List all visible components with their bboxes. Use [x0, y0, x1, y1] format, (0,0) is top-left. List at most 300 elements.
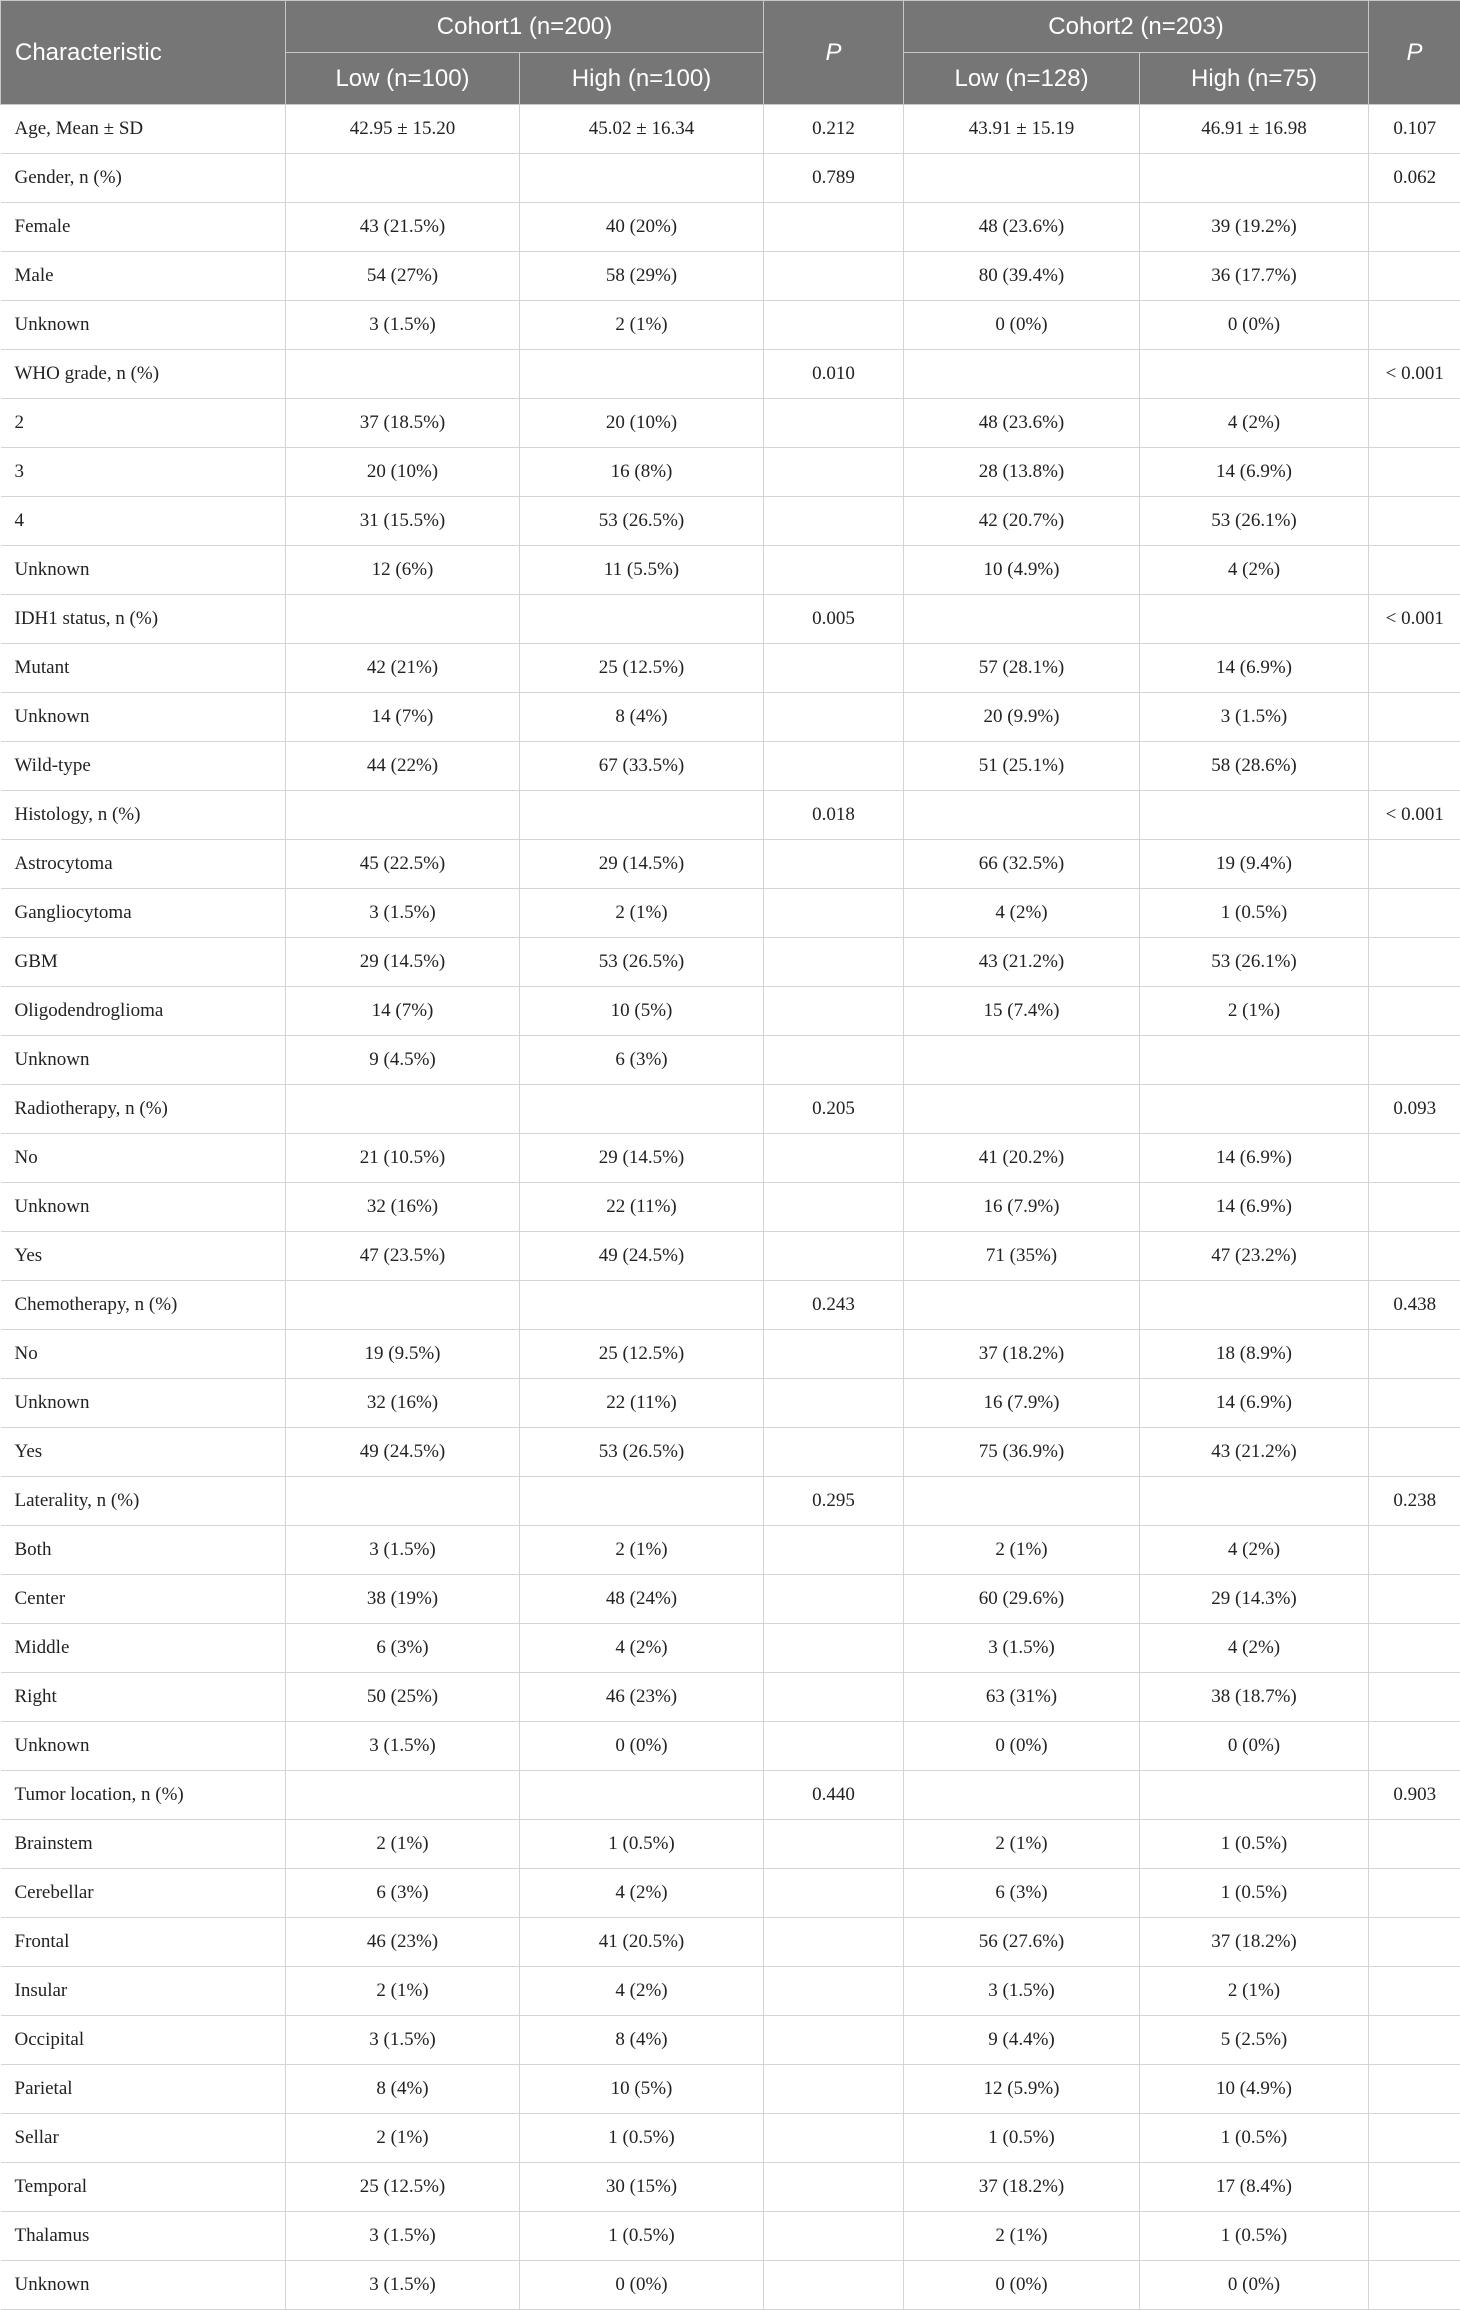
cohort2-low-cell: 16 (7.9%): [904, 1183, 1140, 1232]
row-label: Age, Mean ± SD: [1, 105, 286, 154]
header-characteristic: Characteristic: [1, 1, 286, 105]
cohort2-low-cell: 63 (31%): [904, 1673, 1140, 1722]
cohort1-p-cell: 0.243: [764, 1281, 904, 1330]
cohort1-high-cell: 29 (14.5%): [520, 1134, 764, 1183]
cohort2-low-cell: [904, 595, 1140, 644]
cohort2-high-cell: 4 (2%): [1140, 399, 1369, 448]
cohort2-p-cell: [1369, 252, 1460, 301]
cohort2-high-cell: 1 (0.5%): [1140, 1820, 1369, 1869]
cohort2-p-cell: [1369, 2261, 1460, 2310]
row-label: Unknown: [1, 1036, 286, 1085]
cohort2-low-cell: 48 (23.6%): [904, 399, 1140, 448]
cohort1-high-cell: 53 (26.5%): [520, 938, 764, 987]
cohort2-p-cell: 0.093: [1369, 1085, 1460, 1134]
cohort1-low-cell: 42.95 ± 15.20: [286, 105, 520, 154]
cohort2-high-cell: 2 (1%): [1140, 987, 1369, 1036]
cohort2-high-cell: [1140, 350, 1369, 399]
cohort2-high-cell: [1140, 1281, 1369, 1330]
cohort1-low-cell: 20 (10%): [286, 448, 520, 497]
cohort1-high-cell: 2 (1%): [520, 301, 764, 350]
header-p-cohort1: P: [764, 1, 904, 105]
cohort2-p-cell: [1369, 448, 1460, 497]
cohort1-high-cell: 46 (23%): [520, 1673, 764, 1722]
cohort1-p-cell: 0.789: [764, 154, 904, 203]
cohort2-p-cell: [1369, 546, 1460, 595]
cohort2-low-cell: 2 (1%): [904, 1820, 1140, 1869]
cohort1-p-cell: 0.205: [764, 1085, 904, 1134]
cohort1-p-cell: [764, 2212, 904, 2261]
cohort2-high-cell: 53 (26.1%): [1140, 497, 1369, 546]
cohort1-high-cell: 25 (12.5%): [520, 644, 764, 693]
cohort1-p-cell: [764, 2163, 904, 2212]
cohort1-high-cell: 1 (0.5%): [520, 2114, 764, 2163]
table-row: [1, 595, 1460, 644]
cohort1-low-cell: 31 (15.5%): [286, 497, 520, 546]
cohort2-p-cell: [1369, 2016, 1460, 2065]
table-row: [1, 1967, 1460, 2016]
row-label: Unknown: [1, 693, 286, 742]
cohort2-low-cell: 51 (25.1%): [904, 742, 1140, 791]
table-row: [1, 2163, 1460, 2212]
row-label: Tumor location, n (%): [1, 1771, 286, 1820]
cohort1-high-cell: [520, 1477, 764, 1526]
cohort2-low-cell: 9 (4.4%): [904, 2016, 1140, 2065]
cohort1-low-cell: 32 (16%): [286, 1379, 520, 1428]
cohort1-low-cell: [286, 791, 520, 840]
cohort1-p-cell: [764, 644, 904, 693]
row-label: Astrocytoma: [1, 840, 286, 889]
table-row: [1, 497, 1460, 546]
cohort2-low-cell: 20 (9.9%): [904, 693, 1140, 742]
cohort1-low-cell: [286, 1085, 520, 1134]
cohort1-high-cell: 11 (5.5%): [520, 546, 764, 595]
cohort1-p-cell: [764, 1575, 904, 1624]
cohort1-p-cell: 0.295: [764, 1477, 904, 1526]
cohort1-high-cell: 10 (5%): [520, 2065, 764, 2114]
cohort2-high-cell: 4 (2%): [1140, 546, 1369, 595]
cohort1-p-cell: [764, 840, 904, 889]
row-label: Sellar: [1, 2114, 286, 2163]
cohort2-low-cell: [904, 154, 1140, 203]
table-row: [1, 644, 1460, 693]
cohort1-high-cell: 4 (2%): [520, 1869, 764, 1918]
table-row: [1, 1036, 1460, 1085]
cohort2-low-cell: 28 (13.8%): [904, 448, 1140, 497]
table-row: [1, 399, 1460, 448]
cohort2-p-cell: [1369, 2163, 1460, 2212]
cohort1-p-cell: [764, 497, 904, 546]
cohort2-p-cell: [1369, 987, 1460, 1036]
row-label: Yes: [1, 1428, 286, 1477]
cohort1-high-cell: 20 (10%): [520, 399, 764, 448]
cohort1-low-cell: 3 (1.5%): [286, 2016, 520, 2065]
cohort2-p-cell: 0.107: [1369, 105, 1460, 154]
cohort2-high-cell: 39 (19.2%): [1140, 203, 1369, 252]
cohort1-high-cell: 22 (11%): [520, 1183, 764, 1232]
cohort1-low-cell: [286, 154, 520, 203]
cohort2-low-cell: [904, 350, 1140, 399]
row-label: Thalamus: [1, 2212, 286, 2261]
table-row: [1, 252, 1460, 301]
cohort2-p-cell: < 0.001: [1369, 791, 1460, 840]
cohort2-high-cell: 19 (9.4%): [1140, 840, 1369, 889]
cohort1-low-cell: 47 (23.5%): [286, 1232, 520, 1281]
table-row: [1, 840, 1460, 889]
cohort1-high-cell: 67 (33.5%): [520, 742, 764, 791]
cohort1-high-cell: 58 (29%): [520, 252, 764, 301]
cohort1-high-cell: 30 (15%): [520, 2163, 764, 2212]
cohort2-low-cell: 57 (28.1%): [904, 644, 1140, 693]
table-row: [1, 938, 1460, 987]
cohort1-low-cell: 6 (3%): [286, 1869, 520, 1918]
cohort2-low-cell: 3 (1.5%): [904, 1967, 1140, 2016]
cohort2-low-cell: 60 (29.6%): [904, 1575, 1140, 1624]
table-row: [1, 1624, 1460, 1673]
row-label: Gender, n (%): [1, 154, 286, 203]
table-row: [1, 1134, 1460, 1183]
table-body: [1, 105, 1460, 2310]
cohort2-low-cell: 15 (7.4%): [904, 987, 1140, 1036]
header-cohort1-low: Low (n=100): [286, 53, 520, 105]
table-row: [1, 889, 1460, 938]
row-label: 2: [1, 399, 286, 448]
cohort2-high-cell: 3 (1.5%): [1140, 693, 1369, 742]
cohort1-low-cell: 44 (22%): [286, 742, 520, 791]
cohort1-high-cell: 53 (26.5%): [520, 1428, 764, 1477]
cohort2-high-cell: 0 (0%): [1140, 301, 1369, 350]
cohort2-low-cell: 43 (21.2%): [904, 938, 1140, 987]
cohort2-low-cell: 42 (20.7%): [904, 497, 1140, 546]
cohort1-p-cell: [764, 1722, 904, 1771]
cohort2-p-cell: 0.438: [1369, 1281, 1460, 1330]
cohort1-high-cell: 48 (24%): [520, 1575, 764, 1624]
cohort1-high-cell: [520, 1281, 764, 1330]
cohort2-low-cell: 43.91 ± 15.19: [904, 105, 1140, 154]
cohort1-low-cell: 42 (21%): [286, 644, 520, 693]
cohort1-p-cell: [764, 448, 904, 497]
cohort2-high-cell: 5 (2.5%): [1140, 2016, 1369, 2065]
table-row: [1, 1918, 1460, 1967]
cohort1-low-cell: [286, 1771, 520, 1820]
row-label: Temporal: [1, 2163, 286, 2212]
header-cohort1-high: High (n=100): [520, 53, 764, 105]
cohort1-low-cell: 12 (6%): [286, 546, 520, 595]
table-row: [1, 1085, 1460, 1134]
cohort1-low-cell: 49 (24.5%): [286, 1428, 520, 1477]
table-row: [1, 2212, 1460, 2261]
cohort1-p-cell: [764, 1526, 904, 1575]
cohort1-low-cell: 25 (12.5%): [286, 2163, 520, 2212]
cohort1-p-cell: [764, 693, 904, 742]
row-label: Unknown: [1, 1379, 286, 1428]
cohort1-p-cell: [764, 987, 904, 1036]
cohort2-p-cell: [1369, 1722, 1460, 1771]
cohort1-p-cell: [764, 1330, 904, 1379]
cohort1-low-cell: 2 (1%): [286, 1820, 520, 1869]
cohort2-low-cell: 0 (0%): [904, 2261, 1140, 2310]
cohort2-high-cell: [1140, 1036, 1369, 1085]
cohort1-high-cell: 6 (3%): [520, 1036, 764, 1085]
cohort1-p-cell: [764, 889, 904, 938]
cohort1-high-cell: [520, 154, 764, 203]
cohort2-low-cell: 66 (32.5%): [904, 840, 1140, 889]
row-label: Brainstem: [1, 1820, 286, 1869]
table-row: [1, 154, 1460, 203]
table-row: [1, 987, 1460, 1036]
cohort1-high-cell: 4 (2%): [520, 1624, 764, 1673]
cohort2-high-cell: 38 (18.7%): [1140, 1673, 1369, 1722]
cohort1-low-cell: 3 (1.5%): [286, 2261, 520, 2310]
cohort2-high-cell: 14 (6.9%): [1140, 1183, 1369, 1232]
cohort1-high-cell: 0 (0%): [520, 1722, 764, 1771]
row-label: Unknown: [1, 1722, 286, 1771]
header-p-cohort2: P: [1369, 1, 1460, 105]
cohort1-low-cell: [286, 350, 520, 399]
cohort1-high-cell: 2 (1%): [520, 889, 764, 938]
cohort2-high-cell: 46.91 ± 16.98: [1140, 105, 1369, 154]
cohort2-p-cell: [1369, 301, 1460, 350]
cohort2-p-cell: [1369, 1232, 1460, 1281]
cohort2-high-cell: 1 (0.5%): [1140, 1869, 1369, 1918]
table-row: [1, 2016, 1460, 2065]
cohort2-high-cell: 0 (0%): [1140, 1722, 1369, 1771]
cohort2-p-cell: [1369, 1330, 1460, 1379]
cohort1-high-cell: 1 (0.5%): [520, 2212, 764, 2261]
cohort1-low-cell: 2 (1%): [286, 1967, 520, 2016]
row-label: Mutant: [1, 644, 286, 693]
table-row: [1, 2065, 1460, 2114]
header-cohort2-low: Low (n=128): [904, 53, 1140, 105]
cohort2-p-cell: [1369, 693, 1460, 742]
cohort1-p-cell: [764, 2114, 904, 2163]
cohort1-high-cell: 8 (4%): [520, 693, 764, 742]
cohort2-p-cell: [1369, 1673, 1460, 1722]
cohort1-p-cell: 0.010: [764, 350, 904, 399]
cohort2-low-cell: [904, 791, 1140, 840]
cohort1-low-cell: [286, 595, 520, 644]
cohort2-low-cell: 10 (4.9%): [904, 546, 1140, 595]
cohort1-low-cell: 21 (10.5%): [286, 1134, 520, 1183]
cohort1-low-cell: 2 (1%): [286, 2114, 520, 2163]
cohort1-p-cell: [764, 1036, 904, 1085]
row-label: Unknown: [1, 1183, 286, 1232]
cohort2-p-cell: 0.903: [1369, 1771, 1460, 1820]
cohort1-low-cell: [286, 1281, 520, 1330]
cohort1-high-cell: 16 (8%): [520, 448, 764, 497]
cohort1-low-cell: 3 (1.5%): [286, 1526, 520, 1575]
cohort1-p-cell: [764, 203, 904, 252]
table-row: [1, 791, 1460, 840]
row-label: 3: [1, 448, 286, 497]
cohort1-p-cell: [764, 1820, 904, 1869]
cohort1-p-cell: [764, 1428, 904, 1477]
table-row: [1, 1281, 1460, 1330]
cohort1-p-cell: 0.212: [764, 105, 904, 154]
cohort1-high-cell: 25 (12.5%): [520, 1330, 764, 1379]
row-label: Chemotherapy, n (%): [1, 1281, 286, 1330]
cohort2-low-cell: [904, 1085, 1140, 1134]
row-label: Middle: [1, 1624, 286, 1673]
cohort2-p-cell: [1369, 1526, 1460, 1575]
table-row: [1, 1477, 1460, 1526]
cohort2-low-cell: [904, 1036, 1140, 1085]
cohort2-p-cell: [1369, 1820, 1460, 1869]
table-row: [1, 1722, 1460, 1771]
row-label: Unknown: [1, 2261, 286, 2310]
table-row: [1, 546, 1460, 595]
row-label: Female: [1, 203, 286, 252]
table-row: [1, 2114, 1460, 2163]
cohort2-p-cell: [1369, 1134, 1460, 1183]
row-label: Gangliocytoma: [1, 889, 286, 938]
table-row: [1, 1526, 1460, 1575]
cohort1-low-cell: 46 (23%): [286, 1918, 520, 1967]
cohort2-high-cell: 36 (17.7%): [1140, 252, 1369, 301]
cohort1-low-cell: 8 (4%): [286, 2065, 520, 2114]
cohort1-low-cell: [286, 1477, 520, 1526]
table-row: [1, 1673, 1460, 1722]
cohort2-p-cell: [1369, 1428, 1460, 1477]
row-label: Center: [1, 1575, 286, 1624]
cohort1-low-cell: 50 (25%): [286, 1673, 520, 1722]
cohort1-high-cell: [520, 595, 764, 644]
cohort2-low-cell: 37 (18.2%): [904, 2163, 1140, 2212]
cohort1-p-cell: [764, 1379, 904, 1428]
cohort2-high-cell: 14 (6.9%): [1140, 448, 1369, 497]
cohort1-low-cell: 32 (16%): [286, 1183, 520, 1232]
table-row: [1, 203, 1460, 252]
cohort1-p-cell: [764, 742, 904, 791]
cohort2-p-cell: [1369, 938, 1460, 987]
row-label: Yes: [1, 1232, 286, 1281]
cohort1-high-cell: 53 (26.5%): [520, 497, 764, 546]
row-label: Insular: [1, 1967, 286, 2016]
cohort1-low-cell: 9 (4.5%): [286, 1036, 520, 1085]
cohort2-p-cell: [1369, 1967, 1460, 2016]
cohort2-low-cell: 1 (0.5%): [904, 2114, 1140, 2163]
table-row: [1, 1330, 1460, 1379]
row-label: No: [1, 1330, 286, 1379]
cohort2-low-cell: 48 (23.6%): [904, 203, 1140, 252]
row-label: Frontal: [1, 1918, 286, 1967]
cohort2-high-cell: [1140, 595, 1369, 644]
cohort1-high-cell: 49 (24.5%): [520, 1232, 764, 1281]
cohort2-p-cell: 0.238: [1369, 1477, 1460, 1526]
cohort2-low-cell: 6 (3%): [904, 1869, 1140, 1918]
cohort2-p-cell: [1369, 1379, 1460, 1428]
cohort1-high-cell: 4 (2%): [520, 1967, 764, 2016]
cohort2-high-cell: [1140, 1771, 1369, 1820]
cohort1-p-cell: [764, 1869, 904, 1918]
cohort1-p-cell: 0.440: [764, 1771, 904, 1820]
cohort2-p-cell: [1369, 1624, 1460, 1673]
row-label: Unknown: [1, 546, 286, 595]
row-label: Unknown: [1, 301, 286, 350]
cohort2-high-cell: 4 (2%): [1140, 1624, 1369, 1673]
cohort1-p-cell: [764, 1673, 904, 1722]
table-row: [1, 1771, 1460, 1820]
cohort2-high-cell: 37 (18.2%): [1140, 1918, 1369, 1967]
cohort1-low-cell: 43 (21.5%): [286, 203, 520, 252]
cohort1-high-cell: [520, 791, 764, 840]
cohort1-p-cell: [764, 2016, 904, 2065]
table-row: [1, 1232, 1460, 1281]
row-label: Parietal: [1, 2065, 286, 2114]
cohort1-high-cell: 29 (14.5%): [520, 840, 764, 889]
cohort1-high-cell: 41 (20.5%): [520, 1918, 764, 1967]
cohort1-low-cell: 54 (27%): [286, 252, 520, 301]
cohort1-low-cell: 3 (1.5%): [286, 301, 520, 350]
cohort1-low-cell: 3 (1.5%): [286, 2212, 520, 2261]
cohort2-high-cell: 1 (0.5%): [1140, 889, 1369, 938]
cohort2-low-cell: 41 (20.2%): [904, 1134, 1140, 1183]
cohort2-p-cell: [1369, 203, 1460, 252]
row-label: GBM: [1, 938, 286, 987]
cohort2-high-cell: 4 (2%): [1140, 1526, 1369, 1575]
cohort2-low-cell: 12 (5.9%): [904, 2065, 1140, 2114]
cohort2-high-cell: 29 (14.3%): [1140, 1575, 1369, 1624]
cohort2-low-cell: [904, 1477, 1140, 1526]
cohort2-p-cell: [1369, 889, 1460, 938]
row-label: WHO grade, n (%): [1, 350, 286, 399]
cohort1-low-cell: 45 (22.5%): [286, 840, 520, 889]
cohort2-p-cell: [1369, 742, 1460, 791]
cohort1-p-cell: [764, 1183, 904, 1232]
cohort1-p-cell: [764, 2261, 904, 2310]
table-row: [1, 448, 1460, 497]
cohort2-low-cell: 2 (1%): [904, 2212, 1140, 2261]
table-row: [1, 1428, 1460, 1477]
cohort2-high-cell: 1 (0.5%): [1140, 2212, 1369, 2261]
cohort2-low-cell: 3 (1.5%): [904, 1624, 1140, 1673]
cohort1-low-cell: 14 (7%): [286, 693, 520, 742]
cohort2-high-cell: 43 (21.2%): [1140, 1428, 1369, 1477]
cohort2-high-cell: [1140, 154, 1369, 203]
cohort1-p-cell: [764, 938, 904, 987]
cohort1-high-cell: 45.02 ± 16.34: [520, 105, 764, 154]
cohort1-high-cell: 10 (5%): [520, 987, 764, 1036]
cohort2-low-cell: [904, 1771, 1140, 1820]
table-row: [1, 693, 1460, 742]
cohort2-high-cell: 47 (23.2%): [1140, 1232, 1369, 1281]
cohort2-p-cell: [1369, 2114, 1460, 2163]
cohort2-high-cell: [1140, 791, 1369, 840]
cohort1-p-cell: [764, 1918, 904, 1967]
cohort2-high-cell: 0 (0%): [1140, 2261, 1369, 2310]
table-row: [1, 350, 1460, 399]
cohort2-high-cell: 10 (4.9%): [1140, 2065, 1369, 2114]
cohort2-high-cell: 1 (0.5%): [1140, 2114, 1369, 2163]
cohort1-low-cell: 38 (19%): [286, 1575, 520, 1624]
cohort2-p-cell: [1369, 399, 1460, 448]
cohort1-p-cell: [764, 399, 904, 448]
cohort1-p-cell: 0.005: [764, 595, 904, 644]
table-row: [1, 301, 1460, 350]
cohort1-low-cell: 37 (18.5%): [286, 399, 520, 448]
cohort2-p-cell: [1369, 1869, 1460, 1918]
cohort2-p-cell: [1369, 2212, 1460, 2261]
header-cohort1: Cohort1 (n=200): [286, 1, 764, 53]
cohort1-p-cell: [764, 252, 904, 301]
cohort2-p-cell: [1369, 840, 1460, 889]
cohort2-p-cell: < 0.001: [1369, 350, 1460, 399]
table-row: [1, 1183, 1460, 1232]
cohort1-p-cell: [764, 1624, 904, 1673]
cohort1-p-cell: [764, 1967, 904, 2016]
cohort1-low-cell: 19 (9.5%): [286, 1330, 520, 1379]
cohort1-high-cell: 22 (11%): [520, 1379, 764, 1428]
cohort1-p-cell: [764, 301, 904, 350]
